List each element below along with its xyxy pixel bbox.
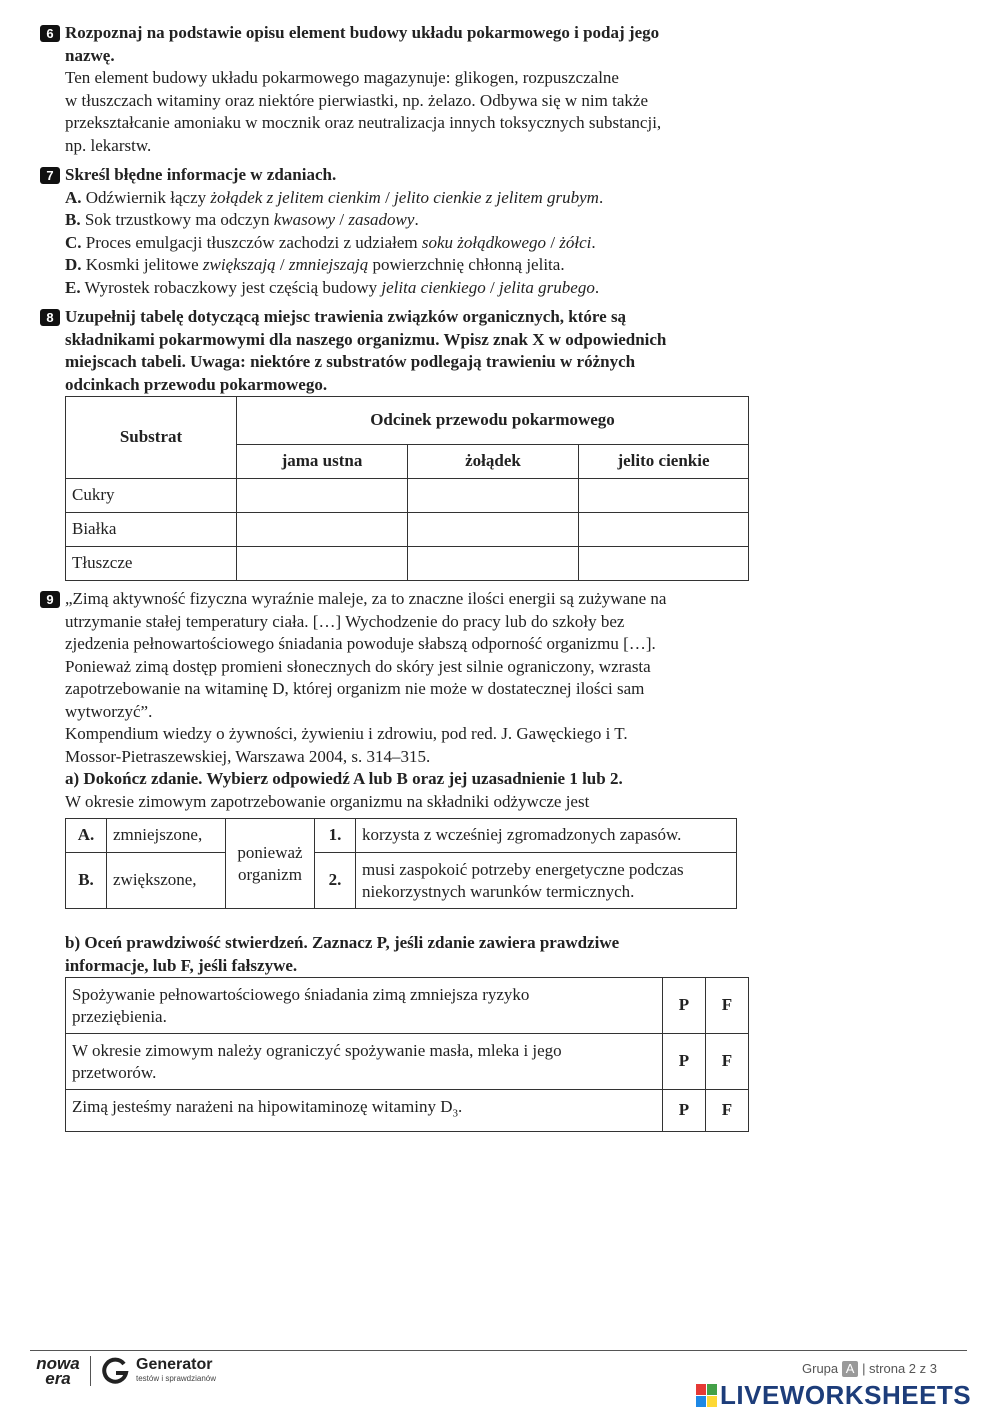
task-title-cont: składnikami pokarmowymi dla naszego organizmu. Wpisz znak X w odpowiednich xyxy=(65,329,667,349)
answer-cell[interactable] xyxy=(237,547,408,581)
task-title: Skreśl błędne informacje w zdaniach. xyxy=(65,165,337,184)
group-header: Odcinek przewodu pokarmowego xyxy=(237,397,749,445)
source-line: Kompendium wiedzy o żywności, żywieniu i zdrowiu, pod red. J. Gawęckiego i T. xyxy=(65,724,628,743)
option-2[interactable]: zasadowy xyxy=(348,210,415,229)
choice-b-text[interactable]: zwiększone, xyxy=(107,853,226,909)
part-b-title: b) Oceń prawdziwość stwierdzeń. Zaznacz P, jeśli zdanie zawiera prawdziwe xyxy=(65,933,620,952)
option-2[interactable]: zmniejszają xyxy=(288,255,369,274)
part-a-sentence: W okresie zimowym zapotrzebowanie organizmu na składniki odżywcze jest xyxy=(65,791,590,811)
choice-table xyxy=(65,818,737,909)
task-title: Uzupełnij tabelę dotyczącą miejsc trawienia związków organicznych, które są xyxy=(65,307,627,326)
answer-cell[interactable] xyxy=(408,547,579,581)
organism-word: organizm xyxy=(238,864,302,884)
option-1[interactable]: żołądek z jelitem cienkim xyxy=(210,187,381,207)
true-option[interactable]: P xyxy=(663,1034,706,1090)
task-title-cont: nazwę. xyxy=(65,45,115,65)
part-b-heading xyxy=(65,932,755,977)
task-number-badge: 9 xyxy=(40,591,60,608)
footer-divider xyxy=(30,1350,967,1351)
logo-separator xyxy=(90,1356,91,1386)
because-cell xyxy=(226,819,315,909)
because-word: ponieważ xyxy=(237,842,303,862)
reason-1-label[interactable]: 1. xyxy=(315,819,356,853)
quote-line: zjedzenia pełnowartościowego śniadania powoduje słabszą odporność organizmu […]. xyxy=(65,634,656,653)
answer-cell[interactable] xyxy=(237,479,408,513)
statement-item: C. Proces emulgacji tłuszczów zachodzi z udziałem soku żołądkowego / żółci. xyxy=(65,232,596,252)
quote-line: Ponieważ zimą dostęp promieni słonecznych do skóry jest silnie ograniczony, wzrasta xyxy=(65,656,651,676)
answer-cell[interactable] xyxy=(579,479,749,513)
option-1[interactable]: zwiększają xyxy=(202,255,276,274)
false-option[interactable]: F xyxy=(706,1090,749,1132)
true-false-table xyxy=(65,977,749,1132)
statement-cell: Spożywanie pełnowartościowego śniadania zimą zmniejsza ryzyko przeziębienia. xyxy=(66,978,663,1034)
answer-cell[interactable] xyxy=(579,513,749,547)
task-number-badge: 6 xyxy=(40,25,60,42)
task-body-line: np. lekarstw. xyxy=(65,135,152,155)
liveworksheets-logo-icon xyxy=(696,1384,717,1407)
grupa-badge: A xyxy=(842,1361,859,1377)
task-number-badge: 7 xyxy=(40,167,60,184)
task-8 xyxy=(46,306,755,396)
answer-cell[interactable] xyxy=(408,513,579,547)
substrat-header: Substrat xyxy=(66,397,237,479)
true-option[interactable]: P xyxy=(663,978,706,1034)
reason-2-label[interactable]: 2. xyxy=(315,853,356,909)
statement-item: E. Wyrostek robaczkowy jest częścią budowy jelita cienkiego / jelita grubego. xyxy=(65,277,600,297)
true-option[interactable]: P xyxy=(663,1090,706,1132)
task-6 xyxy=(46,22,755,157)
statement-cell: W okresie zimowym należy ograniczyć spożywanie masła, mleka i jego przetworów. xyxy=(66,1034,663,1090)
column-header: żołądek xyxy=(408,445,579,479)
quote-line: utrzymanie stałej temperatury ciała. […] Wychodzenie do pracy lub do szkoły bez xyxy=(65,611,625,631)
nowa-era-logo: nowa era xyxy=(36,1354,80,1388)
false-option[interactable]: F xyxy=(706,978,749,1034)
grupa-label: Grupa xyxy=(802,1361,839,1376)
row-label: Cukry xyxy=(66,479,237,513)
option-2[interactable]: jelita grubego xyxy=(498,277,595,297)
page-number: | strona 2 z 3 xyxy=(862,1361,937,1376)
task-title: Rozpoznaj na podstawie opisu element budowy układu pokarmowego i podaj jego xyxy=(65,23,660,42)
false-option[interactable]: F xyxy=(706,1034,749,1090)
task-body-line: przekształcanie amoniaku w mocznik oraz neutralizacja innych toksycznych substancji, xyxy=(65,113,662,132)
column-header: jama ustna xyxy=(237,445,408,479)
page-info xyxy=(802,1361,937,1377)
option-1[interactable]: soku żołądkowego xyxy=(421,232,547,252)
option-1[interactable]: jelita cienkiego xyxy=(381,277,486,297)
row-label: Tłuszcze xyxy=(66,547,237,581)
statement-item: D. Kosmki jelitowe zwiększają / zmniejszają powierzchnię chłonną jelita. xyxy=(65,255,565,274)
task-9 xyxy=(46,588,755,813)
digestion-table xyxy=(65,396,749,581)
generator-logo: Generator testów i sprawdzianów xyxy=(136,1356,217,1383)
liveworksheets-text: LIVEWORKSHEETS xyxy=(720,1380,972,1410)
reason-2-text[interactable]: musi zaspokoić potrzeby energetyczne podczas niekorzystnych warunków termicznych. xyxy=(356,853,737,909)
answer-cell[interactable] xyxy=(237,513,408,547)
option-1[interactable]: kwasowy xyxy=(273,210,336,229)
part-a-title: a) Dokończ zdanie. Wybierz odpowiedź A lub B oraz jej uzasadnienie 1 lub 2. xyxy=(65,769,623,788)
quote-line: wytworzyć”. xyxy=(65,701,153,721)
choice-a-label[interactable]: A. xyxy=(66,819,107,853)
statement-item: B. Sok trzustkowy ma odczyn kwasowy / zasadowy. xyxy=(65,210,419,229)
statement-item: A. Odźwiernik łączy żołądek z jelitem cienkim / jelito cienkie z jelitem grubym. xyxy=(65,187,604,207)
part-b-title-cont: informacje, lub F, jeśli fałszywe. xyxy=(65,955,298,975)
task-title-cont: miejscach tabeli. Uwaga: niektóre z substratów podlegają trawieniu w różnych xyxy=(65,352,636,371)
statement-cell: Zimą jesteśmy narażeni na hipowitaminozę witaminy $D_3$. xyxy=(66,1090,663,1132)
source-line: Mossor-Pietraszewskiej, Warszawa 2004, s. 314–315. xyxy=(65,746,431,766)
column-header: jelito cienkie xyxy=(579,445,749,479)
task-body-line: Ten element budowy układu pokarmowego magazynuje: glikogen, rozpuszczalne xyxy=(65,68,619,87)
choice-a-text[interactable]: zmniejszone, xyxy=(107,819,226,853)
answer-cell[interactable] xyxy=(579,547,749,581)
row-label: Białka xyxy=(66,513,237,547)
liveworksheets-watermark xyxy=(696,1380,971,1410)
task-body-line: w tłuszczach witaminy oraz niektóre pierwiastki, np. żelazo. Odbywa się w nim także xyxy=(65,90,648,110)
quote-line: „Zimą aktywność fizyczna wyraźnie maleje, za to znaczne ilości energii są zużywane na xyxy=(65,589,667,608)
reason-1-text[interactable]: korzysta z wcześniej zgromadzonych zapasów. xyxy=(356,819,737,853)
quote-line: zapotrzebowanie na witaminę D, której organizm nie może w dostatecznej ilości sam xyxy=(65,679,645,698)
option-2[interactable]: żółci xyxy=(559,232,592,252)
task-number-badge: 8 xyxy=(40,309,60,326)
task-title-cont: odcinkach przewodu pokarmowego. xyxy=(65,374,328,394)
generator-logo-icon xyxy=(100,1356,130,1393)
choice-b-label[interactable]: B. xyxy=(66,853,107,909)
task-7 xyxy=(46,164,755,299)
option-2[interactable]: jelito cienkie z jelitem grubym xyxy=(394,187,599,207)
answer-cell[interactable] xyxy=(408,479,579,513)
